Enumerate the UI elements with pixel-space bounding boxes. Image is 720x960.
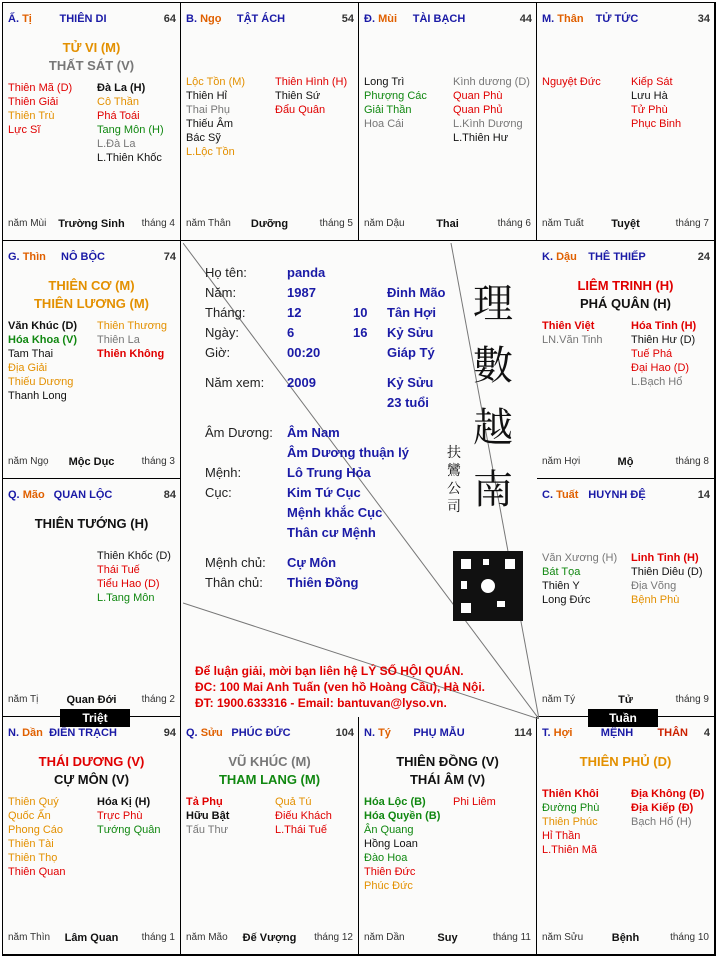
triet-tag: Triệt <box>60 709 130 727</box>
star-item[interactable]: Giải Thần <box>364 104 412 116</box>
main-star[interactable]: THAM LANG (M) <box>218 772 321 787</box>
star-item[interactable]: Hóa Khoa (V) <box>8 334 78 346</box>
palace-name: PHÚC ĐỨC <box>231 727 291 739</box>
right-stars <box>631 551 703 607</box>
am-duong-label: Âm Dương: <box>205 425 273 440</box>
left-stars <box>364 795 440 893</box>
star-item[interactable]: Phượng Các <box>364 90 427 102</box>
star-item[interactable]: Trực Phù <box>97 810 143 822</box>
star-item[interactable]: Văn Khúc (D) <box>8 320 78 332</box>
star-item[interactable]: Hóa Kị (H) <box>97 796 151 808</box>
footer-month: tháng 9 <box>675 694 709 705</box>
star-item[interactable]: Địa Giải <box>8 362 48 374</box>
star-item[interactable]: Địa Võng <box>631 580 677 592</box>
palace-cell[interactable] <box>537 479 715 717</box>
star-item[interactable]: Tử Phù <box>631 104 668 116</box>
main-star[interactable]: THẤT SÁT (V) <box>48 58 135 73</box>
branch-label: Ấ. Tị <box>8 13 32 25</box>
than-chu-value: Thiên Đồng <box>287 575 359 590</box>
star-item[interactable]: L.Thiên Hư <box>453 132 509 144</box>
star-item[interactable]: Phục Binh <box>631 118 682 130</box>
footer-month: tháng 8 <box>675 456 709 467</box>
palace-age: 44 <box>519 13 532 25</box>
palace-age: 74 <box>163 251 176 263</box>
year-solar: 1987 <box>287 285 316 300</box>
palace-header <box>8 727 176 743</box>
palace-header <box>186 727 354 743</box>
star-item[interactable]: Thiên Y <box>542 580 580 592</box>
month-lunar: Tân Hợi <box>387 305 436 320</box>
star-item[interactable]: Thiên Việt <box>542 320 595 332</box>
palace-header <box>542 727 710 743</box>
palace-age: 64 <box>163 13 176 25</box>
palace-header <box>364 727 532 743</box>
palace-footer <box>186 932 353 946</box>
star-item[interactable]: Văn Xương (H) <box>542 552 618 564</box>
year-label: Năm: <box>205 285 237 300</box>
footer-stage: Suy <box>437 932 458 944</box>
left-stars <box>8 81 72 137</box>
right-stars <box>97 81 164 165</box>
am-duong-value: Âm Nam <box>287 425 340 440</box>
palace-cell[interactable] <box>359 717 537 955</box>
star-item[interactable]: Thiên Đức <box>364 866 416 878</box>
main-star[interactable]: THÁI DƯƠNG (V) <box>38 754 145 769</box>
calligraphy-char: 理 <box>473 281 513 327</box>
hour-label: Giờ: <box>205 345 231 360</box>
star-item[interactable]: Thiên Thương <box>97 320 168 332</box>
contact-address: ĐC: 100 Mai Anh Tuấn (ven hồ Hoàng Cầu), Hà Nội. <box>195 680 486 694</box>
branch-label: Q. Mão <box>8 489 45 501</box>
star-item[interactable]: Điếu Khách <box>275 810 332 822</box>
star-item[interactable]: Tả Phụ <box>186 796 223 808</box>
palace-cell[interactable] <box>3 241 181 479</box>
footer-year: năm Dậu <box>364 218 405 229</box>
footer-month: tháng 12 <box>314 932 353 943</box>
footer-month: tháng 10 <box>670 932 709 943</box>
star-item[interactable]: Ân Quang <box>364 824 414 836</box>
palace-footer <box>8 456 175 470</box>
star-item[interactable]: Tiểu Hao (D) <box>97 578 160 590</box>
palace-name: MỆNH <box>600 727 634 739</box>
left-stars <box>186 795 229 837</box>
star-item[interactable]: Thiên Khốc (D) <box>97 550 171 562</box>
right-stars <box>275 75 347 117</box>
than-cu: Thân cư Mệnh <box>287 525 376 540</box>
footer-stage: Lâm Quan <box>64 932 119 944</box>
main-star[interactable]: CỰ MÔN (V) <box>53 772 130 787</box>
palace-name: QUAN LỘC <box>53 489 113 501</box>
month-solar: 12 <box>287 305 302 320</box>
center-info-panel <box>183 243 539 719</box>
view-year-label: Năm xem: <box>205 375 265 390</box>
right-stars <box>453 75 530 145</box>
star-item[interactable]: Đào Hoa <box>364 852 408 864</box>
main-stars <box>3 277 180 313</box>
star-item[interactable]: Tấu Thư <box>186 824 229 836</box>
contact-block <box>195 663 485 711</box>
palace-header <box>364 13 532 29</box>
menh-label: Mệnh: <box>205 465 242 480</box>
palace-cell[interactable] <box>537 717 715 955</box>
star-item[interactable]: Hóa Lộc (B) <box>364 796 426 808</box>
star-item[interactable]: Nguyệt Đức <box>542 76 601 88</box>
star-item[interactable]: Lộc Tồn (M) <box>186 76 246 88</box>
main-star[interactable]: TỬ VI (M) <box>62 40 121 55</box>
footer-year: năm Thân <box>186 218 231 229</box>
left-stars <box>542 551 617 607</box>
star-item[interactable]: Thiên Thọ <box>8 852 58 864</box>
left-stars <box>542 75 601 89</box>
palace-header <box>186 13 354 29</box>
menh-chu-value: Cự Môn <box>287 555 337 570</box>
star-item[interactable]: Thiên La <box>97 334 140 346</box>
right-stars <box>631 75 681 131</box>
star-item[interactable]: Thái Tuế <box>97 564 140 576</box>
palace-header <box>542 251 710 267</box>
palace-cell[interactable] <box>537 3 715 241</box>
footer-year: năm Sửu <box>542 932 584 943</box>
star-item[interactable]: Phúc Đức <box>364 880 413 892</box>
main-star[interactable]: THIÊN TƯỚNG (H) <box>34 516 149 531</box>
star-item[interactable]: Quả Tú <box>275 796 312 808</box>
month-label: Tháng: <box>205 305 246 320</box>
contact-line: Để luận giải, mời bạn liên hệ LÝ SỐ HỘI QUÁN. <box>195 664 464 678</box>
left-stars <box>542 319 603 347</box>
age-value: 23 tuổi <box>387 395 429 410</box>
palace-name: TÀI BẠCH <box>412 13 466 25</box>
star-item[interactable]: Thiên Khôi <box>542 788 599 800</box>
calligraphy-char: 南 <box>473 467 513 513</box>
footer-stage: Tuyệt <box>611 218 640 230</box>
cuc-label: Cục: <box>205 485 232 500</box>
footer-month: tháng 6 <box>497 218 531 229</box>
star-item[interactable]: Thanh Long <box>8 390 67 402</box>
star-item[interactable]: Long Trì <box>364 76 405 88</box>
footer-year: năm Tị <box>8 694 39 705</box>
cuc-note: Mệnh khắc Cục <box>287 505 383 520</box>
day-lunar-num: 16 <box>353 325 368 340</box>
palace-age: 104 <box>335 727 354 739</box>
am-duong-note: Âm Dương thuận lý <box>287 445 409 460</box>
star-item[interactable]: Tang Môn (H) <box>97 124 164 136</box>
star-item[interactable]: Hỉ Thần <box>542 830 581 842</box>
star-item[interactable]: L.Thái Tuế <box>275 824 327 836</box>
star-item[interactable]: L.Tang Môn <box>97 592 155 604</box>
star-item[interactable]: Hữu Bật <box>186 810 230 822</box>
footer-year: năm Tuất <box>542 218 584 229</box>
star-item[interactable]: Phong Cáo <box>8 824 64 836</box>
palace-footer <box>8 218 175 232</box>
than-label: THÂN <box>657 727 688 739</box>
star-item[interactable]: Bác Sỹ <box>186 132 221 144</box>
footer-year: năm Thìn <box>8 932 51 943</box>
main-stars <box>181 753 358 789</box>
main-star[interactable]: THIÊN PHỦ (D) <box>579 754 672 769</box>
main-star[interactable]: THÁI ÂM (V) <box>409 772 486 787</box>
hour-lunar: Giáp Tý <box>387 345 435 360</box>
view-year: 2009 <box>287 375 316 390</box>
footer-stage: Thai <box>436 218 459 230</box>
palace-footer <box>542 694 709 708</box>
palace-name: THIÊN DI <box>59 13 107 25</box>
left-stars <box>364 75 427 131</box>
star-item[interactable]: L.Thiên Mã <box>542 844 598 856</box>
footer-year: năm Mùi <box>8 218 47 229</box>
footer-year: năm Dần <box>364 932 405 943</box>
star-item[interactable]: Đường Phù <box>542 802 600 814</box>
palace-name: NÔ BỘC <box>61 251 105 263</box>
left-stars <box>542 787 599 857</box>
palace-footer <box>364 932 531 946</box>
palace-cell[interactable] <box>181 3 359 241</box>
menh-value: Lô Trung Hỏa <box>287 465 371 480</box>
star-item[interactable]: Hóa Tinh (H) <box>631 320 697 332</box>
horoscope-board <box>2 2 716 956</box>
footer-stage: Dưỡng <box>250 218 289 230</box>
footer-year: năm Hợi <box>542 456 581 467</box>
footer-stage: Trường Sinh <box>58 218 125 230</box>
right-stars <box>631 319 696 389</box>
footer-month: tháng 4 <box>141 218 175 229</box>
palace-header <box>8 251 176 267</box>
star-item[interactable]: Hoa Cái <box>364 118 404 130</box>
palace-cell[interactable] <box>181 717 359 955</box>
palace-age: 4 <box>703 727 710 739</box>
palace-footer <box>542 218 709 232</box>
menh-chu-label: Mệnh chủ: <box>205 555 266 570</box>
branch-label: G. Thìn <box>8 251 46 263</box>
star-item[interactable]: Đẩu Quân <box>275 104 326 116</box>
star-item[interactable]: Thiên Hư (D) <box>631 334 696 346</box>
footer-stage: Mộ <box>617 456 634 468</box>
footer-month: tháng 1 <box>141 932 175 943</box>
qr-code-image[interactable] <box>453 551 523 621</box>
than-chu-label: Thân chủ: <box>205 575 263 590</box>
right-stars <box>97 795 161 837</box>
palace-header <box>542 13 710 29</box>
left-stars <box>186 75 245 159</box>
star-item[interactable]: Thiên Hỉ <box>186 90 227 102</box>
star-item[interactable]: Phá Toái <box>97 110 140 122</box>
main-star[interactable]: THIÊN LƯƠNG (M) <box>33 296 150 311</box>
star-item[interactable]: Lực Sĩ <box>8 124 41 136</box>
name-value: panda <box>287 265 326 280</box>
star-item[interactable]: Cô Thần <box>97 96 139 108</box>
star-item[interactable]: Thiên Quan <box>8 866 66 878</box>
star-item[interactable]: Thiên Trù <box>8 110 55 122</box>
star-item[interactable]: Thiếu Âm <box>186 118 234 130</box>
main-star[interactable]: THIÊN ĐỒNG (V) <box>396 754 499 769</box>
palace-age: 14 <box>697 489 710 501</box>
main-star[interactable]: VŨ KHÚC (M) <box>228 754 311 769</box>
star-item[interactable]: Quan Phủ <box>453 104 503 116</box>
right-stars <box>453 795 496 809</box>
calligraphy-char: 越 <box>473 405 513 451</box>
footer-stage: Tử <box>618 694 633 706</box>
star-item[interactable]: Đà La (H) <box>97 82 146 94</box>
palace-footer <box>542 932 709 946</box>
star-item[interactable]: Thiên Phúc <box>542 816 598 828</box>
star-item[interactable]: Bạch Hổ (H) <box>631 816 692 828</box>
star-item[interactable]: Đại Hao (D) <box>631 362 690 374</box>
branch-label: N. Dần <box>8 727 43 739</box>
footer-month: tháng 2 <box>141 694 175 705</box>
star-item[interactable]: L.Bạch Hổ <box>631 376 683 388</box>
branch-label: Đ. Mùi <box>364 13 398 25</box>
palace-header <box>542 489 710 505</box>
branch-label: B. Ngọ <box>186 13 222 25</box>
star-item[interactable]: Thiên Không <box>97 348 165 360</box>
star-item[interactable]: Kình dương (D) <box>453 76 530 88</box>
branch-label: M. Thân <box>542 13 584 25</box>
star-item[interactable]: Lưu Hà <box>631 90 668 102</box>
star-item[interactable]: Hồng Loan <box>364 838 418 850</box>
main-stars <box>3 753 180 789</box>
palace-name: TỬ TỨC <box>595 13 639 25</box>
palace-footer <box>8 694 175 708</box>
cuc-value: Kim Tứ Cục <box>287 485 361 500</box>
palace-age: 84 <box>163 489 176 501</box>
palace-cell[interactable] <box>3 479 181 717</box>
view-year-lunar: Kỷ Sửu <box>387 375 434 390</box>
footer-year: năm Ngọ <box>8 456 49 467</box>
star-item[interactable]: Bát Tọa <box>542 566 581 578</box>
star-item[interactable]: Hóa Quyền (B) <box>364 810 441 822</box>
main-stars <box>3 39 180 75</box>
main-stars <box>537 753 714 771</box>
footer-year: năm Mão <box>186 932 228 943</box>
main-stars <box>359 753 536 789</box>
star-item[interactable]: LN.Văn Tinh <box>542 334 603 346</box>
main-star[interactable]: THIÊN CƠ (M) <box>48 278 135 293</box>
branch-label: K. Dậu <box>542 251 577 263</box>
main-star[interactable]: LIÊM TRINH (H) <box>577 278 674 293</box>
star-item[interactable]: Thiên Sứ <box>275 90 321 102</box>
star-item[interactable]: Long Đức <box>542 594 591 606</box>
palace-footer <box>186 218 353 232</box>
year-lunar: Đinh Mão <box>387 285 446 300</box>
star-item[interactable]: Kiếp Sát <box>631 76 673 88</box>
branch-label: C. Tuất <box>542 489 579 501</box>
main-stars <box>3 515 180 533</box>
star-item[interactable]: Quan Phù <box>453 90 503 102</box>
seal-text: 扶 鸞 公 司 <box>447 444 461 514</box>
palace-name: PHỤ MẪU <box>413 727 465 739</box>
palace-cell[interactable] <box>3 717 181 955</box>
footer-month: tháng 11 <box>492 932 531 943</box>
footer-month: tháng 7 <box>675 218 709 229</box>
footer-stage: Đế Vượng <box>242 932 297 944</box>
palace-name: ĐIỀN TRẠCH <box>49 727 117 739</box>
footer-month: tháng 5 <box>319 218 353 229</box>
calligraphy-char: 數 <box>473 343 513 389</box>
palace-name: THÊ THIẾP <box>588 251 646 263</box>
star-item[interactable]: Phi Liêm <box>453 796 496 808</box>
right-stars <box>275 795 332 837</box>
month-lunar-num: 10 <box>353 305 368 320</box>
star-item[interactable]: L.Đà La <box>97 138 136 150</box>
star-item[interactable]: Thiên Tài <box>8 838 54 850</box>
star-item[interactable]: Tam Thai <box>8 348 54 360</box>
right-stars <box>97 319 167 361</box>
footer-stage: Bệnh <box>611 932 640 944</box>
star-item[interactable]: Thiên Hình (H) <box>275 76 348 88</box>
star-item[interactable]: Thiên Mã (D) <box>8 82 73 94</box>
contact-phone-email[interactable]: ĐT: 1900.633316 - Email: bantuvan@lyso.vn. <box>195 696 447 710</box>
palace-footer <box>542 456 709 470</box>
left-stars <box>8 319 77 403</box>
palace-footer <box>364 218 531 232</box>
footer-month: tháng 3 <box>141 456 175 467</box>
main-star[interactable]: PHÁ QUÂN (H) <box>580 296 671 311</box>
star-item[interactable]: L.Kình Dương <box>453 118 523 130</box>
footer-stage: Mộc Dục <box>68 456 115 468</box>
name-label: Họ tên: <box>205 265 247 280</box>
star-item[interactable]: Thiên Quý <box>8 796 59 808</box>
palace-name: HUYNH ĐỆ <box>588 489 646 501</box>
branch-label: T. Hợi <box>542 727 573 739</box>
branch-label: Q. Sửu <box>186 727 223 739</box>
palace-header <box>8 489 176 505</box>
branch-label: N. Tý <box>364 727 391 739</box>
palace-age: 54 <box>341 13 354 25</box>
day-lunar: Kỷ Sửu <box>387 325 434 340</box>
calligraphy-title <box>473 273 513 521</box>
star-item[interactable]: Thai Phụ <box>186 104 231 116</box>
palace-age: 34 <box>697 13 710 25</box>
palace-age: 114 <box>514 727 532 739</box>
star-item[interactable]: L.Lộc Tồn <box>186 146 235 158</box>
footer-year: năm Tý <box>542 694 576 705</box>
star-item[interactable]: Quốc Ấn <box>8 810 51 822</box>
palace-cell[interactable] <box>359 3 537 241</box>
palace-name: TẬT ÁCH <box>236 13 286 25</box>
day-solar: 6 <box>287 325 295 340</box>
palace-cell[interactable] <box>537 241 715 479</box>
star-item[interactable]: Tướng Quân <box>97 824 161 836</box>
star-item[interactable]: Địa Kiếp (Đ) <box>631 802 694 814</box>
right-stars <box>97 549 171 605</box>
star-item[interactable]: L.Thiên Khốc <box>97 152 162 164</box>
star-item[interactable]: Địa Không (Đ) <box>631 788 705 800</box>
star-item[interactable]: Thiếu Dương <box>8 376 74 388</box>
palace-cell[interactable] <box>3 3 181 241</box>
star-item[interactable]: Thiên Diêu (D) <box>631 566 703 578</box>
tuan-tag: Tuần <box>588 709 658 727</box>
palace-age: 24 <box>697 251 710 263</box>
palace-age: 94 <box>163 727 176 739</box>
star-item[interactable]: Tuế Phá <box>631 348 673 360</box>
footer-stage: Quan Đới <box>66 694 117 706</box>
main-stars <box>537 277 714 313</box>
star-item[interactable]: Linh Tinh (H) <box>631 552 699 564</box>
hour-value: 00:20 <box>287 345 321 360</box>
palace-header <box>8 13 176 29</box>
star-item[interactable]: Thiên Giải <box>8 96 59 108</box>
day-label: Ngày: <box>205 325 239 340</box>
star-item[interactable]: Bệnh Phù <box>631 594 680 606</box>
palace-footer <box>8 932 175 946</box>
left-stars <box>8 795 65 879</box>
right-stars <box>631 787 704 829</box>
